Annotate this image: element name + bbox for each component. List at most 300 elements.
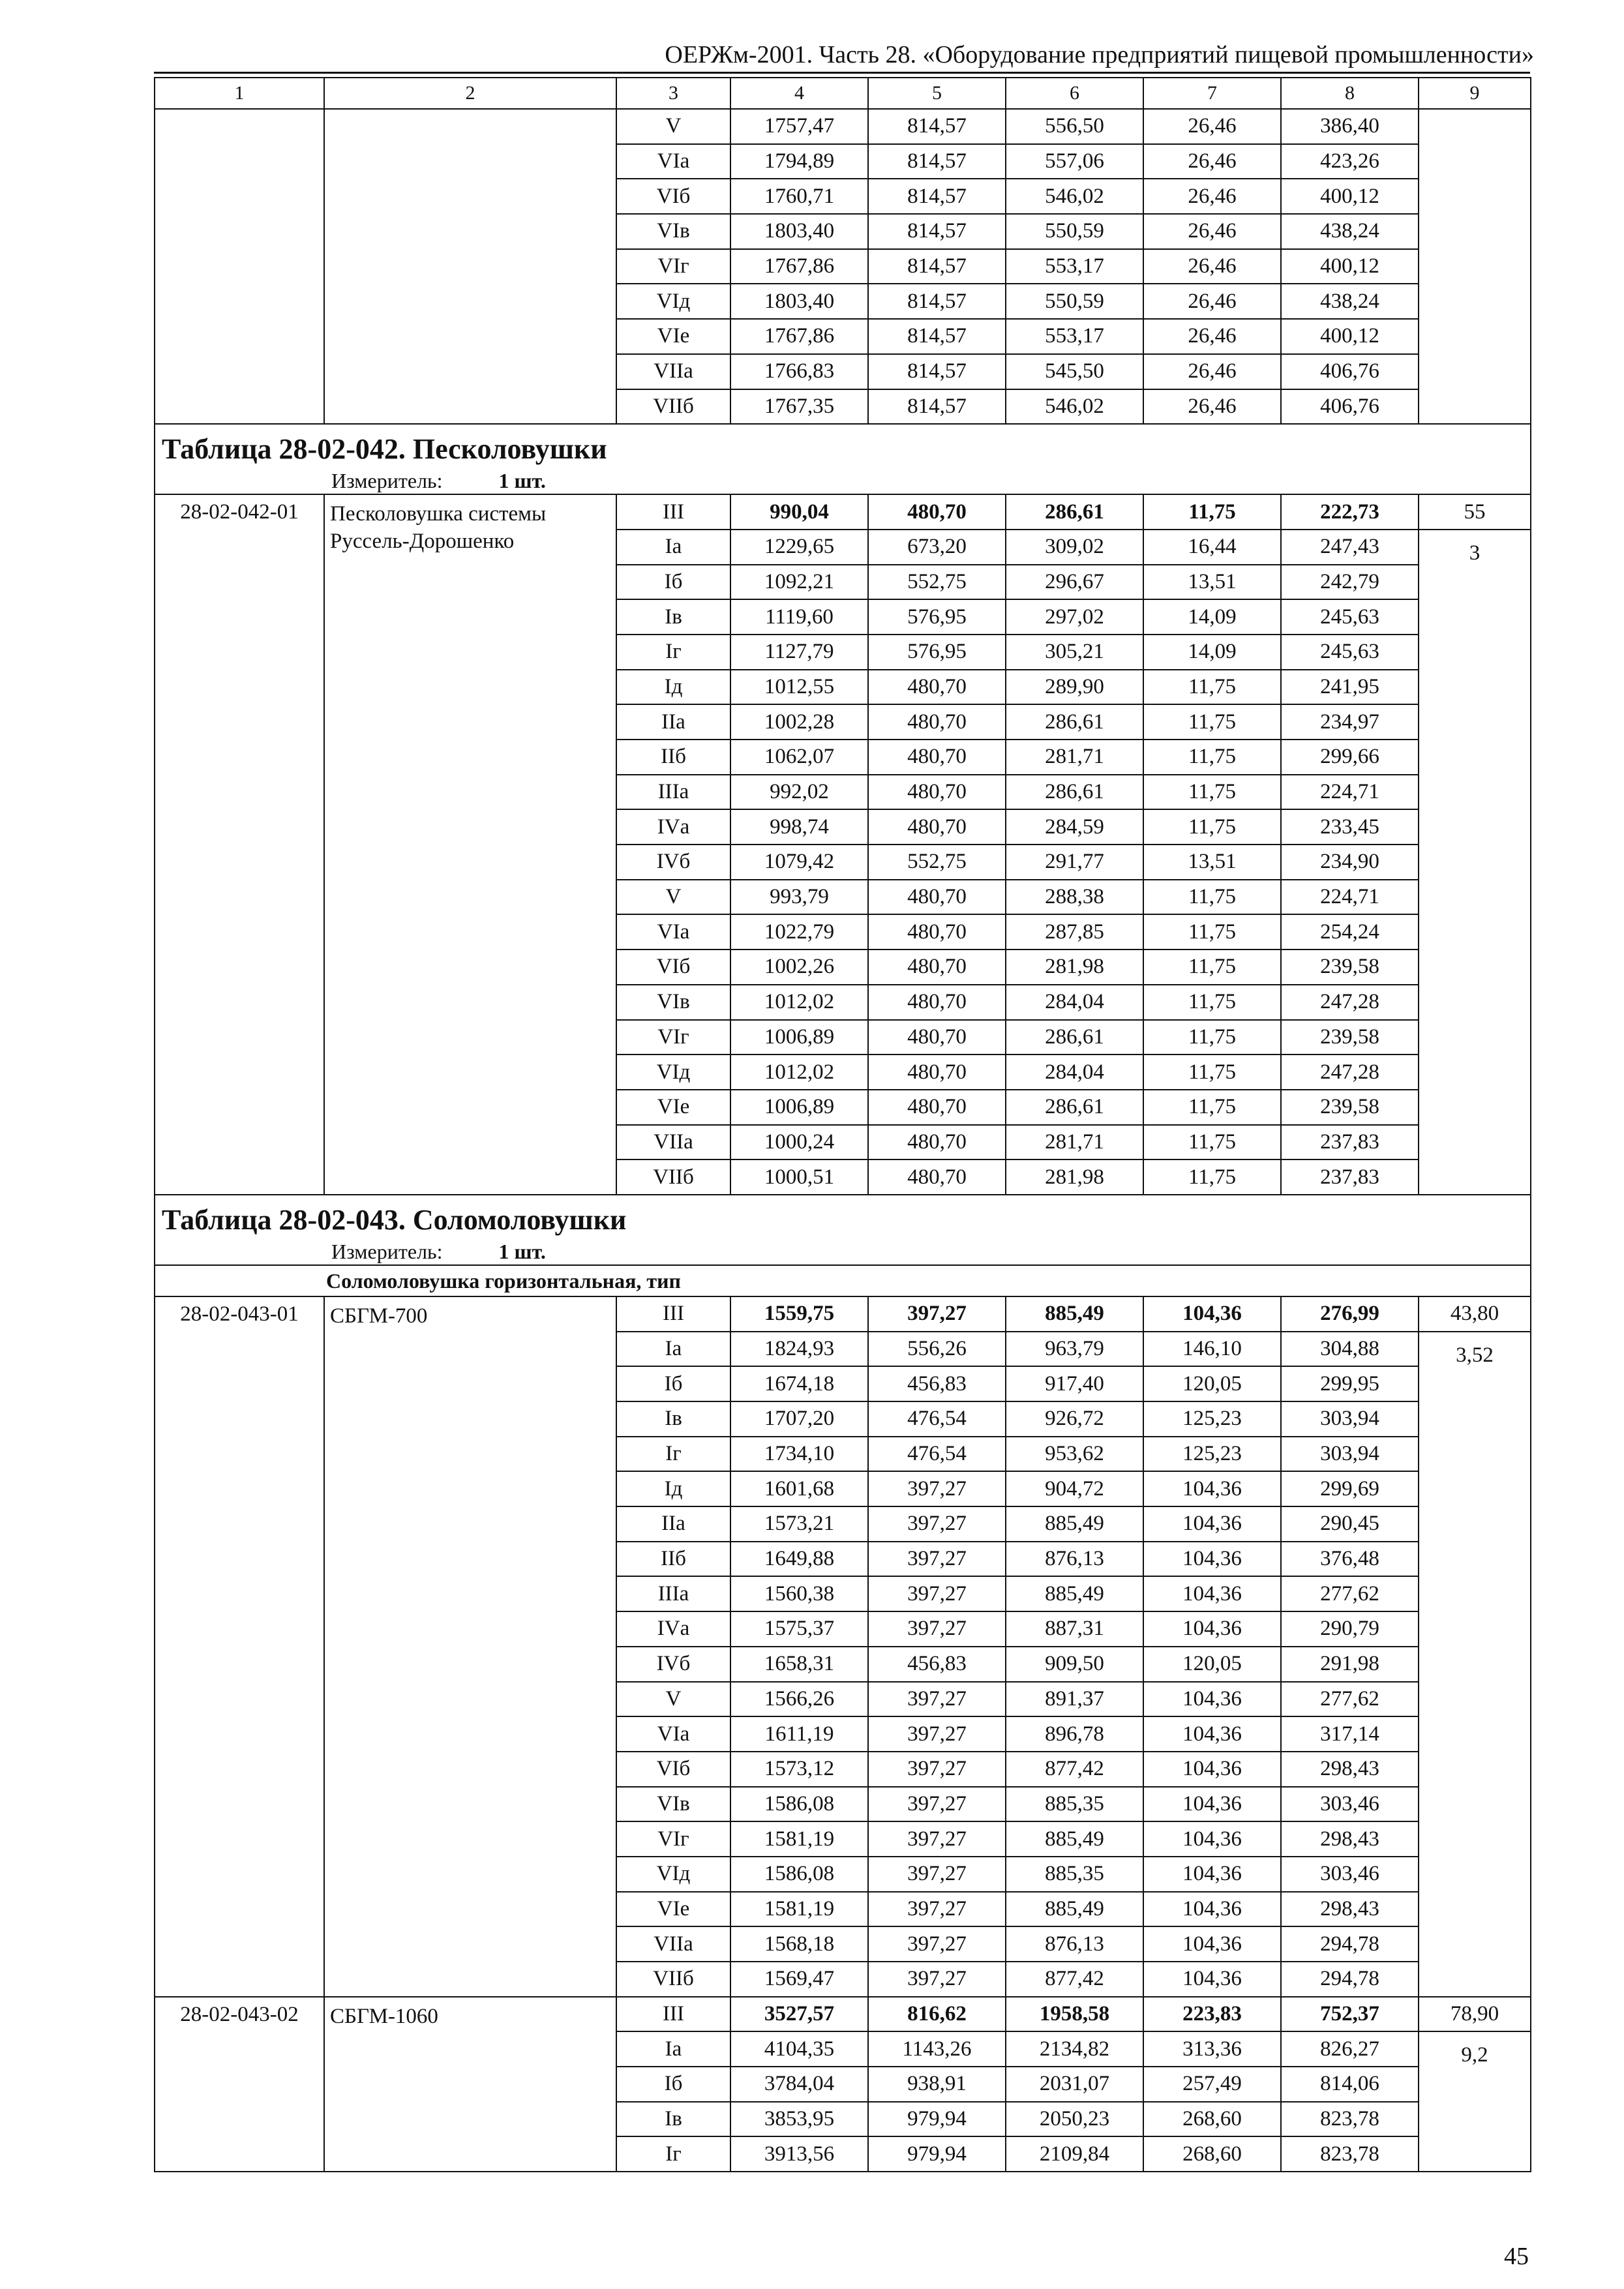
zone-cell: IIб	[616, 1542, 730, 1577]
value-cell-c7: 11,75	[1143, 985, 1281, 1020]
value-cell-c5: 552,75	[868, 565, 1006, 600]
zone-cell: IIа	[616, 1506, 730, 1542]
zone-cell: IVб	[616, 1647, 730, 1682]
value-cell-c5: 814,57	[868, 319, 1006, 354]
value-cell-c6: 284,59	[1006, 809, 1143, 845]
value-cell-c5: 552,75	[868, 845, 1006, 880]
zone-cell: III	[616, 1296, 730, 1332]
zone-cell: VIIа	[616, 1926, 730, 1962]
zone-cell: VIд	[616, 284, 730, 319]
value-cell-c5: 480,70	[868, 1159, 1006, 1195]
value-cell-c8: 823,78	[1281, 2102, 1419, 2137]
value-cell-c6: 926,72	[1006, 1401, 1143, 1437]
value-cell-c5: 397,27	[868, 1787, 1006, 1822]
column-number: 2	[324, 78, 616, 109]
value-cell-c6: 546,02	[1006, 179, 1143, 214]
value-cell-c6: 297,02	[1006, 599, 1143, 635]
value-cell-c7: 11,75	[1143, 880, 1281, 915]
value-cell-c5: 456,83	[868, 1366, 1006, 1401]
zone-cell: VIб	[616, 179, 730, 214]
column-number: 3	[616, 78, 730, 109]
value-cell-c6: 896,78	[1006, 1716, 1143, 1752]
zone-cell: VIа	[616, 144, 730, 179]
value-cell-c4: 1658,31	[730, 1647, 868, 1682]
value-cell-c7: 26,46	[1143, 354, 1281, 389]
col9-cell: 3,52	[1419, 1332, 1531, 1997]
value-cell-c5: 556,26	[868, 1332, 1006, 1367]
value-cell-c5: 480,70	[868, 1055, 1006, 1090]
value-cell-c5: 480,70	[868, 1090, 1006, 1125]
value-cell-c7: 26,46	[1143, 389, 1281, 425]
value-cell-c4: 1767,35	[730, 389, 868, 425]
value-cell-c8: 234,97	[1281, 704, 1419, 740]
value-cell-c5: 397,27	[868, 1857, 1006, 1892]
value-cell-c5: 480,70	[868, 880, 1006, 915]
value-cell-c4: 1767,86	[730, 319, 868, 354]
value-cell-c8: 294,78	[1281, 1962, 1419, 1997]
value-cell-c6: 550,59	[1006, 214, 1143, 249]
value-cell-c6: 281,71	[1006, 740, 1143, 775]
value-cell-c4: 1649,88	[730, 1542, 868, 1577]
value-cell-c6: 553,17	[1006, 249, 1143, 284]
value-cell-c5: 480,70	[868, 1125, 1006, 1160]
table-row	[155, 1997, 1531, 2032]
value-cell-c8: 406,76	[1281, 354, 1419, 389]
value-cell-c7: 257,49	[1143, 2067, 1281, 2102]
value-cell-c6: 885,35	[1006, 1857, 1143, 1892]
value-cell-c7: 26,46	[1143, 179, 1281, 214]
value-cell-c8: 298,43	[1281, 1821, 1419, 1857]
measure-value: 1 шт.	[498, 469, 546, 493]
zone-cell: VIб	[616, 1752, 730, 1787]
value-cell-c7: 16,44	[1143, 530, 1281, 565]
value-cell-c4: 1707,20	[730, 1401, 868, 1437]
value-cell-c7: 11,75	[1143, 1020, 1281, 1055]
value-cell-c8: 241,95	[1281, 670, 1419, 705]
value-cell-c6: 296,67	[1006, 565, 1143, 600]
zone-cell: IIIа	[616, 1576, 730, 1611]
zone-cell: VIг	[616, 249, 730, 284]
value-cell-c8: 290,45	[1281, 1506, 1419, 1542]
value-cell-c8: 299,95	[1281, 1366, 1419, 1401]
value-cell-c5: 979,94	[868, 2102, 1006, 2137]
value-cell-c4: 1573,12	[730, 1752, 868, 1787]
value-cell-c8: 400,12	[1281, 249, 1419, 284]
value-cell-c7: 104,36	[1143, 1716, 1281, 1752]
value-cell-c4: 1012,55	[730, 670, 868, 705]
value-cell-c6: 557,06	[1006, 144, 1143, 179]
value-cell-c6: 289,90	[1006, 670, 1143, 705]
value-cell-c4: 1581,19	[730, 1892, 868, 1927]
zone-cell: VIIб	[616, 389, 730, 425]
value-cell-c7: 104,36	[1143, 1787, 1281, 1822]
value-cell-c5: 397,27	[868, 1962, 1006, 1997]
value-cell-c7: 13,51	[1143, 845, 1281, 880]
zone-cell: Iг	[616, 1437, 730, 1472]
code-cell	[155, 109, 324, 424]
value-cell-c5: 814,57	[868, 249, 1006, 284]
value-cell-c6: 305,21	[1006, 635, 1143, 670]
value-cell-c6: 2134,82	[1006, 2031, 1143, 2067]
value-cell-c4: 1586,08	[730, 1787, 868, 1822]
zone-cell: Iв	[616, 1401, 730, 1437]
column-number: 5	[868, 78, 1006, 109]
value-cell-c8: 254,24	[1281, 914, 1419, 950]
value-cell-c6: 281,98	[1006, 950, 1143, 985]
measure-label: Измеритель:	[331, 469, 443, 493]
limit-cell	[1419, 109, 1531, 424]
value-cell-c8: 239,58	[1281, 950, 1419, 985]
zone-cell: V	[616, 880, 730, 915]
subheading: Соломоловушка горизонтальная, тип	[155, 1265, 1531, 1296]
value-cell-c7: 146,10	[1143, 1332, 1281, 1367]
value-cell-c8: 247,43	[1281, 530, 1419, 565]
value-cell-c4: 1568,18	[730, 1926, 868, 1962]
zone-cell: VIIб	[616, 1962, 730, 1997]
value-cell-c8: 826,27	[1281, 2031, 1419, 2067]
zone-cell: Iб	[616, 1366, 730, 1401]
zone-cell: IVб	[616, 845, 730, 880]
value-cell-c6: 281,71	[1006, 1125, 1143, 1160]
subheading-row	[155, 1265, 1531, 1296]
value-cell-c5: 816,62	[868, 1997, 1006, 2032]
value-cell-c7: 104,36	[1143, 1962, 1281, 1997]
value-cell-c8: 814,06	[1281, 2067, 1419, 2102]
value-cell-c8: 245,63	[1281, 635, 1419, 670]
value-cell-c4: 1012,02	[730, 1055, 868, 1090]
value-cell-c5: 576,95	[868, 635, 1006, 670]
zone-cell: Iв	[616, 2102, 730, 2137]
page-number: 45	[1504, 2243, 1529, 2270]
column-number: 4	[730, 78, 868, 109]
value-cell-c7: 11,75	[1143, 914, 1281, 950]
value-cell-c6: 286,61	[1006, 775, 1143, 810]
zone-cell: IIа	[616, 704, 730, 740]
value-cell-c8: 234,90	[1281, 845, 1419, 880]
value-cell-c8: 237,83	[1281, 1159, 1419, 1195]
value-cell-c4: 1012,02	[730, 985, 868, 1020]
measure-cell	[155, 468, 1531, 494]
value-cell-c8: 222,73	[1281, 494, 1419, 530]
value-cell-c8: 224,71	[1281, 775, 1419, 810]
value-cell-c4: 1757,47	[730, 109, 868, 144]
value-cell-c5: 814,57	[868, 144, 1006, 179]
zone-cell: VIIб	[616, 1159, 730, 1195]
value-cell-c4: 1824,93	[730, 1332, 868, 1367]
value-cell-c8: 277,62	[1281, 1682, 1419, 1717]
value-cell-c7: 26,46	[1143, 214, 1281, 249]
value-cell-c7: 26,46	[1143, 249, 1281, 284]
value-cell-c6: 284,04	[1006, 985, 1143, 1020]
zone-cell: Iд	[616, 670, 730, 705]
zone-cell: V	[616, 109, 730, 144]
value-cell-c8: 303,46	[1281, 1857, 1419, 1892]
value-cell-c7: 14,09	[1143, 635, 1281, 670]
value-cell-c4: 1566,26	[730, 1682, 868, 1717]
value-cell-c7: 120,05	[1143, 1647, 1281, 1682]
value-cell-c4: 1002,28	[730, 704, 868, 740]
value-cell-c5: 476,54	[868, 1401, 1006, 1437]
value-cell-c8: 438,24	[1281, 284, 1419, 319]
value-cell-c6: 885,49	[1006, 1506, 1143, 1542]
value-cell-c5: 397,27	[868, 1471, 1006, 1506]
value-cell-c8: 247,28	[1281, 985, 1419, 1020]
value-cell-c4: 1006,89	[730, 1020, 868, 1055]
value-cell-c7: 26,46	[1143, 284, 1281, 319]
value-cell-c4: 1674,18	[730, 1366, 868, 1401]
value-cell-c7: 104,36	[1143, 1506, 1281, 1542]
value-cell-c4: 1569,47	[730, 1962, 868, 1997]
value-cell-c5: 576,95	[868, 599, 1006, 635]
table-title-row	[155, 1195, 1531, 1238]
value-cell-c8: 242,79	[1281, 565, 1419, 600]
value-cell-c8: 400,12	[1281, 179, 1419, 214]
value-cell-c8: 247,28	[1281, 1055, 1419, 1090]
rates-table	[154, 77, 1531, 2172]
value-cell-c6: 286,61	[1006, 1090, 1143, 1125]
zone-cell: Iд	[616, 1471, 730, 1506]
value-cell-c5: 397,27	[868, 1296, 1006, 1332]
value-cell-c4: 990,04	[730, 494, 868, 530]
value-cell-c4: 3784,04	[730, 2067, 868, 2102]
value-cell-c7: 125,23	[1143, 1401, 1281, 1437]
value-cell-c6: 876,13	[1006, 1926, 1143, 1962]
value-cell-c7: 11,75	[1143, 670, 1281, 705]
zone-cell: VIе	[616, 319, 730, 354]
value-cell-c4: 1559,75	[730, 1296, 868, 1332]
value-cell-c7: 104,36	[1143, 1752, 1281, 1787]
value-cell-c4: 4104,35	[730, 2031, 868, 2067]
value-cell-c8: 277,62	[1281, 1576, 1419, 1611]
col9-cell: 9,2	[1419, 2031, 1531, 2172]
value-cell-c6: 286,61	[1006, 704, 1143, 740]
value-cell-c4: 1611,19	[730, 1716, 868, 1752]
value-cell-c6: 877,42	[1006, 1962, 1143, 1997]
zone-cell: III	[616, 494, 730, 530]
value-cell-c5: 480,70	[868, 740, 1006, 775]
zone-cell: VIг	[616, 1821, 730, 1857]
value-cell-c6: 887,31	[1006, 1611, 1143, 1647]
measure-value: 1 шт.	[498, 1239, 546, 1263]
value-cell-c8: 298,43	[1281, 1892, 1419, 1927]
value-cell-c5: 814,57	[868, 214, 1006, 249]
value-cell-c4: 3853,95	[730, 2102, 868, 2137]
code-cell: 28-02-042-01	[155, 494, 324, 1195]
value-cell-c4: 1767,86	[730, 249, 868, 284]
zone-cell: VIг	[616, 1020, 730, 1055]
value-cell-c5: 814,57	[868, 179, 1006, 214]
running-header: ОЕРЖм-2001. Часть 28. «Оборудование предприятий пищевой промышленности»	[665, 41, 1534, 68]
value-cell-c8: 299,66	[1281, 740, 1419, 775]
zone-cell: VIб	[616, 950, 730, 985]
value-cell-c6: 309,02	[1006, 530, 1143, 565]
value-cell-c8: 752,37	[1281, 1997, 1419, 2032]
value-cell-c6: 545,50	[1006, 354, 1143, 389]
value-cell-c7: 11,75	[1143, 950, 1281, 985]
value-cell-c4: 1229,65	[730, 530, 868, 565]
value-cell-c7: 11,75	[1143, 494, 1281, 530]
value-cell-c4: 1734,10	[730, 1437, 868, 1472]
value-cell-c8: 237,83	[1281, 1125, 1419, 1160]
zone-cell: VIв	[616, 985, 730, 1020]
value-cell-c5: 480,70	[868, 914, 1006, 950]
value-cell-c7: 11,75	[1143, 809, 1281, 845]
col9-cell: 3	[1419, 530, 1531, 1195]
zone-cell: V	[616, 1682, 730, 1717]
value-cell-c6: 885,49	[1006, 1576, 1143, 1611]
zone-cell: VIа	[616, 1716, 730, 1752]
value-cell-c4: 1127,79	[730, 635, 868, 670]
value-cell-c4: 1092,21	[730, 565, 868, 600]
value-cell-c7: 11,75	[1143, 1159, 1281, 1195]
value-cell-c6: 553,17	[1006, 319, 1143, 354]
value-cell-c5: 480,70	[868, 775, 1006, 810]
name-cell: СБГМ-700	[324, 1296, 616, 1997]
value-cell-c6: 953,62	[1006, 1437, 1143, 1472]
value-cell-c6: 286,61	[1006, 494, 1143, 530]
value-cell-c4: 1766,83	[730, 354, 868, 389]
column-number: 9	[1419, 78, 1531, 109]
column-number: 1	[155, 78, 324, 109]
value-cell-c4: 1803,40	[730, 284, 868, 319]
zone-cell: Iг	[616, 635, 730, 670]
value-cell-c7: 104,36	[1143, 1892, 1281, 1927]
value-cell-c4: 998,74	[730, 809, 868, 845]
value-cell-c4: 1794,89	[730, 144, 868, 179]
name-cell: СБГМ-1060	[324, 1997, 616, 2172]
value-cell-c6: 904,72	[1006, 1471, 1143, 1506]
value-cell-c7: 11,75	[1143, 1090, 1281, 1125]
measure-cell	[155, 1238, 1531, 1265]
col9-cell: 78,90	[1419, 1997, 1531, 2032]
value-cell-c8: 298,43	[1281, 1752, 1419, 1787]
value-cell-c6: 281,98	[1006, 1159, 1143, 1195]
value-cell-c6: 287,85	[1006, 914, 1143, 950]
zone-cell: Iа	[616, 1332, 730, 1367]
zone-cell: VIа	[616, 914, 730, 950]
value-cell-c8: 239,58	[1281, 1020, 1419, 1055]
column-number: 7	[1143, 78, 1281, 109]
measure-label: Измеритель:	[331, 1239, 443, 1263]
value-cell-c7: 120,05	[1143, 1366, 1281, 1401]
value-cell-c8: 823,78	[1281, 2136, 1419, 2172]
value-cell-c4: 1000,24	[730, 1125, 868, 1160]
column-number: 6	[1006, 78, 1143, 109]
value-cell-c5: 480,70	[868, 494, 1006, 530]
value-cell-c8: 376,48	[1281, 1542, 1419, 1577]
value-cell-c5: 397,27	[868, 1716, 1006, 1752]
value-cell-c4: 1062,07	[730, 740, 868, 775]
value-cell-c6: 284,04	[1006, 1055, 1143, 1090]
zone-cell: Iб	[616, 565, 730, 600]
value-cell-c8: 406,76	[1281, 389, 1419, 425]
value-cell-c6: 291,77	[1006, 845, 1143, 880]
value-cell-c8: 386,40	[1281, 109, 1419, 144]
value-cell-c4: 1803,40	[730, 214, 868, 249]
value-cell-c8: 438,24	[1281, 214, 1419, 249]
zone-cell: VIе	[616, 1892, 730, 1927]
value-cell-c6: 963,79	[1006, 1332, 1143, 1367]
zone-cell: Iа	[616, 530, 730, 565]
value-cell-c5: 476,54	[868, 1437, 1006, 1472]
name-cell	[324, 109, 616, 424]
value-cell-c5: 397,27	[868, 1542, 1006, 1577]
value-cell-c5: 397,27	[868, 1576, 1006, 1611]
value-cell-c5: 814,57	[868, 284, 1006, 319]
value-cell-c7: 104,36	[1143, 1682, 1281, 1717]
value-cell-c8: 294,78	[1281, 1926, 1419, 1962]
column-number-row	[155, 78, 1531, 109]
zone-cell: VIе	[616, 1090, 730, 1125]
value-cell-c7: 104,36	[1143, 1576, 1281, 1611]
table-row	[155, 109, 1531, 144]
value-cell-c5: 673,20	[868, 530, 1006, 565]
value-cell-c6: 917,40	[1006, 1366, 1143, 1401]
table-title: Таблица 28-02-042. Песколовушки	[155, 424, 1531, 468]
value-cell-c8: 291,98	[1281, 1647, 1419, 1682]
zone-cell: Iг	[616, 2136, 730, 2172]
value-cell-c5: 814,57	[868, 354, 1006, 389]
value-cell-c6: 891,37	[1006, 1682, 1143, 1717]
value-cell-c4: 993,79	[730, 880, 868, 915]
value-cell-c7: 104,36	[1143, 1471, 1281, 1506]
value-cell-c4: 1006,89	[730, 1090, 868, 1125]
value-cell-c5: 397,27	[868, 1682, 1006, 1717]
value-cell-c7: 125,23	[1143, 1437, 1281, 1472]
value-cell-c5: 480,70	[868, 1020, 1006, 1055]
value-cell-c8: 304,88	[1281, 1332, 1419, 1367]
value-cell-c5: 480,70	[868, 809, 1006, 845]
value-cell-c8: 245,63	[1281, 599, 1419, 635]
zone-cell: VIIа	[616, 1125, 730, 1160]
col9-cell: 55	[1419, 494, 1531, 530]
value-cell-c7: 223,83	[1143, 1997, 1281, 2032]
value-cell-c5: 397,27	[868, 1821, 1006, 1857]
value-cell-c5: 397,27	[868, 1892, 1006, 1927]
value-cell-c7: 268,60	[1143, 2102, 1281, 2137]
value-cell-c6: 909,50	[1006, 1647, 1143, 1682]
value-cell-c7: 26,46	[1143, 319, 1281, 354]
zone-cell: VIд	[616, 1857, 730, 1892]
value-cell-c5: 456,83	[868, 1647, 1006, 1682]
value-cell-c5: 397,27	[868, 1506, 1006, 1542]
value-cell-c7: 104,36	[1143, 1611, 1281, 1647]
value-cell-c8: 303,94	[1281, 1401, 1419, 1437]
value-cell-c5: 480,70	[868, 985, 1006, 1020]
value-cell-c5: 938,91	[868, 2067, 1006, 2102]
value-cell-c5: 979,94	[868, 2136, 1006, 2172]
value-cell-c6: 2109,84	[1006, 2136, 1143, 2172]
value-cell-c6: 286,61	[1006, 1020, 1143, 1055]
value-cell-c4: 1586,08	[730, 1857, 868, 1892]
value-cell-c8: 276,99	[1281, 1296, 1419, 1332]
value-cell-c8: 423,26	[1281, 144, 1419, 179]
value-cell-c4: 3527,57	[730, 1997, 868, 2032]
value-cell-c5: 397,27	[868, 1926, 1006, 1962]
column-number: 8	[1281, 78, 1419, 109]
value-cell-c7: 104,36	[1143, 1821, 1281, 1857]
zone-cell: IVа	[616, 1611, 730, 1647]
value-cell-c7: 268,60	[1143, 2136, 1281, 2172]
table-row	[155, 1296, 1531, 1332]
value-cell-c8: 317,14	[1281, 1716, 1419, 1752]
value-cell-c6: 288,38	[1006, 880, 1143, 915]
value-cell-c6: 885,49	[1006, 1892, 1143, 1927]
value-cell-c7: 104,36	[1143, 1926, 1281, 1962]
value-cell-c6: 556,50	[1006, 109, 1143, 144]
code-cell: 28-02-043-01	[155, 1296, 324, 1997]
value-cell-c6: 885,35	[1006, 1787, 1143, 1822]
